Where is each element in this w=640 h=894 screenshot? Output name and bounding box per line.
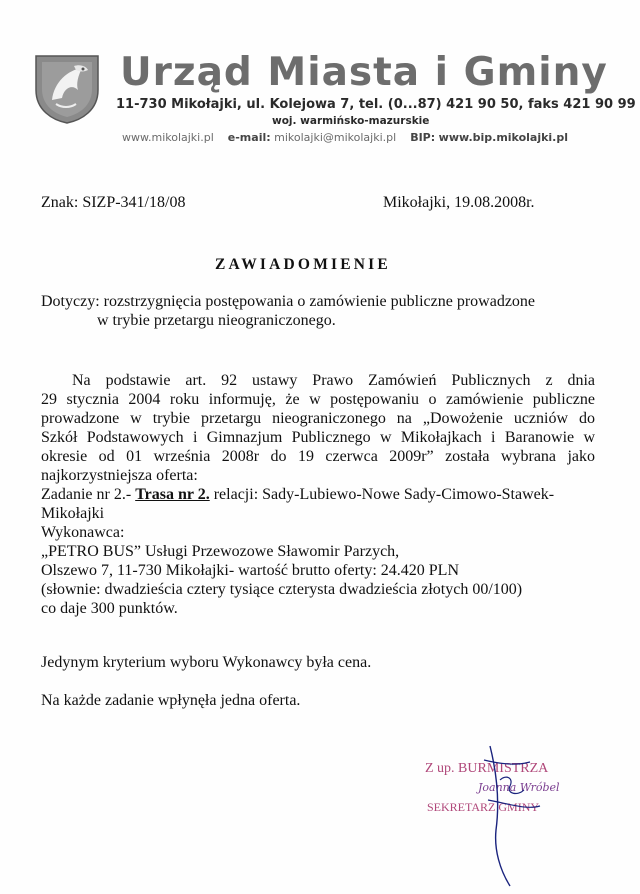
office-region: woj. warmińsko-mazurskie [272, 115, 430, 127]
stamp-line-1: Z up. BURMISTRZA [425, 761, 549, 776]
body-line: Szkół Podstawowych i Gimnazjum Publicznego w Mikołajkach i Baranowie w [41, 429, 595, 446]
office-name: Urząd Miasta i Gminy [120, 50, 608, 95]
bip-label: BIP: [410, 131, 436, 144]
fish-crest-icon [34, 54, 100, 124]
contractor-name: „PETRO BUS” Usługi Przewozowe Sławomir Parzych, [41, 543, 400, 560]
body-line: najkorzystniejsza oferta: [41, 467, 198, 484]
subject-line-2: w trybie przetargu nieograniczonego. [97, 312, 336, 329]
website-link[interactable]: www.mikolajki.pl [122, 131, 214, 144]
subject-line-1: Dotyczy: rozstrzygnięcia postępowania o zamówienie publiczne prowadzone [41, 293, 536, 310]
contractor-address: Olszewo 7, 11-730 Mikołajki- wartość brutto oferty: 24.420 PLN [41, 562, 460, 579]
office-address: 11-730 Mikołajki, ul. Kolejowa 7, tel. (0...87) 421 90 50, faks 421 90 99 [116, 97, 636, 112]
task-relation: relacji: Sady-Lubiewo-Nowe Sady-Cimowo-Stawek- [209, 486, 555, 503]
task-route: Trasa nr 2. [135, 486, 210, 503]
offers-text: Na każde zadanie wpłynęła jedna oferta. [41, 692, 301, 709]
body-line: prowadzone w trybie przetargu nieograniczonego na „Dowożenie uczniów do [41, 410, 595, 427]
reference-number: Znak: SIZP-341/18/08 [41, 194, 186, 211]
place-and-date: Mikołajki, 19.08.2008r. [383, 194, 535, 211]
body-line: 29 stycznia 2004 roku informuję, że w postępowaniu o zamówienie publiczne [41, 391, 595, 408]
body-line: Na podstawie art. 92 ustawy Prawo Zamówień Publicznych z dnia [72, 372, 595, 389]
task-line [41, 485, 595, 504]
stamp-line-2: SEKRETARZ GMINY [427, 800, 540, 814]
email-link[interactable]: mikolajki@mikolajki.pl [274, 131, 397, 144]
task-prefix: Zadanie nr 2.- [41, 486, 136, 503]
contractor-label: Wykonawca: [41, 524, 125, 541]
email-label: e-mail: [227, 131, 271, 144]
body-line: okresie od 01 września 2008r do 19 czerwca 2009r” została wybrana jako [41, 448, 595, 465]
task-line-2: Mikołajki [41, 505, 105, 522]
signature-name: Joanna Wróbel [478, 781, 560, 794]
bip-link[interactable]: www.bip.mikolajki.pl [438, 131, 568, 144]
criterion-text: Jedynym kryterium wyboru Wykonawcy była cena. [41, 654, 372, 671]
document-title: ZAWIADOMIENIE [215, 256, 391, 273]
handwritten-signature [470, 740, 560, 890]
contact-links [122, 131, 568, 144]
amount-in-words: (słownie: dwadzieścia cztery tysiące czterysta dwadzieścia złotych 00/100) [41, 581, 523, 598]
points-line: co daje 300 punktów. [41, 600, 178, 617]
body-paragraph [41, 371, 595, 618]
